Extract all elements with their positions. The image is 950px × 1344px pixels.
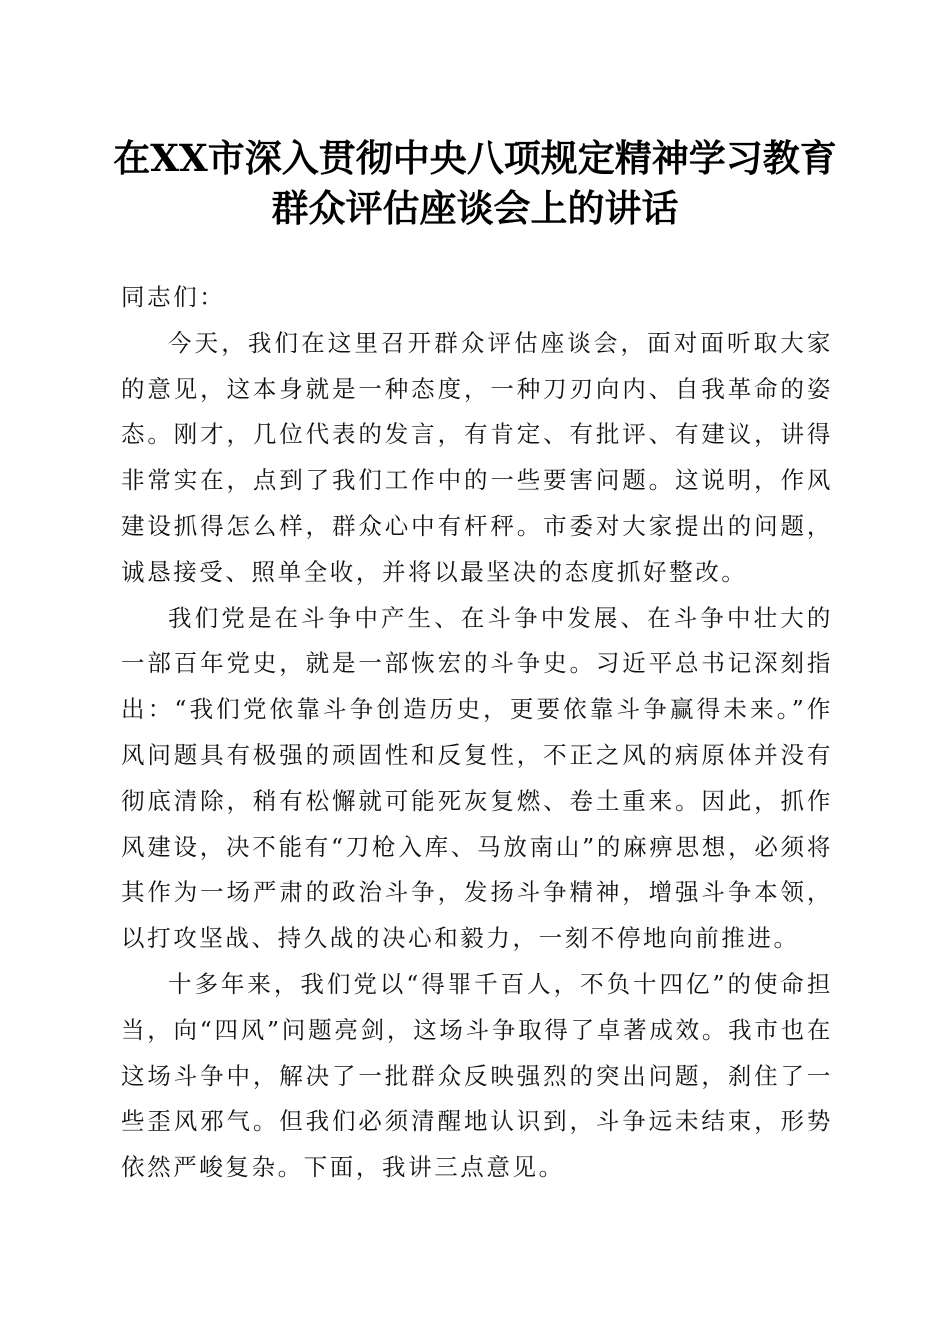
document-title (60, 133, 890, 233)
paragraph-3: 十多年来，我们党以“得罪千百人，不负十四亿”的使命担当，向“四风”问题亮剑，这场斗争取得了卓著成效。我市也在这场斗争中，解决了一批群众反映强烈的突出问题，刹住了一些歪风邪气。但我们必须清醒地认识到，斗争远未结束，形势依然严峻复杂。下面，我讲三点意见。 (121, 969, 833, 1182)
paragraph-1: 今天，我们在这里召开群众评估座谈会，面对面听取大家的意见，这本身就是一种态度，一种刀刃向内、自我革命的姿态。刚才，几位代表的发言，有肯定、有批评、有建议，讲得非常实在，点到了我们工作中的一些要害问题。这说明，作风建设抓得怎么样，群众心中有杆秤。市委对大家提出的问题，诚恳接受、照单全收，并将以最坚决的态度抓好整改。 (121, 328, 833, 586)
paragraph-2: 我们党是在斗争中产生、在斗争中发展、在斗争中壮大的一部百年党史，就是一部恢宏的斗争史。习近平总书记深刻指出：“我们党依靠斗争创造历史，更要依靠斗争赢得未来。”作风问题具有极强的顽固性和反复性，不正之风的病原体并没有彻底清除，稍有松懈就可能死灰复燃、卷土重来。因此，抓作风建设，决不能有“刀枪入库、马放南山”的麻痹思想，必须将其作为一场严肃的政治斗争，发扬斗争精神，增强斗争本领，以打攻坚战、持久战的决心和毅力，一刻不停地向前推进。 (121, 603, 833, 953)
title-line-2: 群众评估座谈会上的讲话 (271, 186, 679, 230)
salutation: 同志们： (121, 283, 226, 311)
document-body (121, 275, 833, 1191)
title-line-1: 在XX市深入贯彻中央八项规定精神学习教育 (113, 136, 837, 180)
